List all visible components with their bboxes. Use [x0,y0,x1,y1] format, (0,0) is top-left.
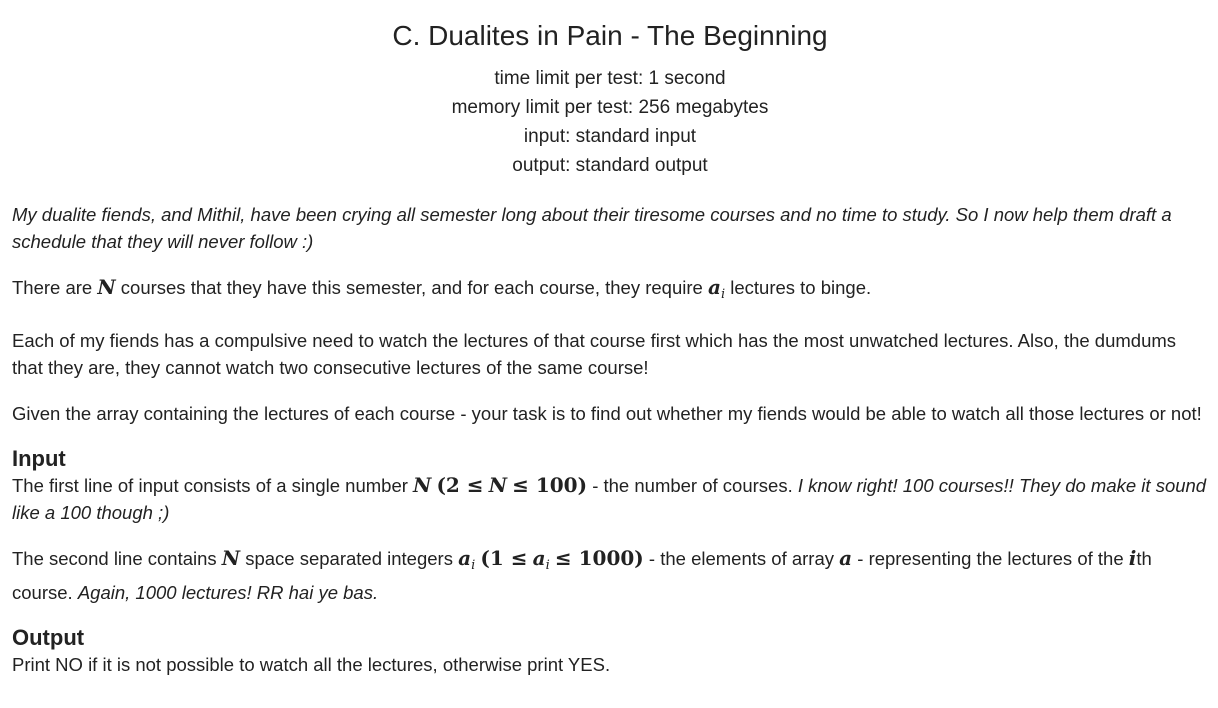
time-limit: time limit per test: 1 second [494,68,726,89]
input-line-1: The first line of input consists of a single number N (2 ≤ N ≤ 100) - the number of courses. I know right! 100 courses!! They do make it sound like a 100 though ;) [12,473,1207,523]
input-line-2: The second line contains N space separated integers $a_i$ $(1 \le a_i \le 1000)$ - the elements of array a - representing the lectures of the ith course. Again, 1000 lectures! RR hai ye bas. [12,546,1152,603]
statement-rules: Each of my fiends has a compulsive need to watch the lectures of that course first which has the most unwatched lectures. Also, the dumdums that they are, they cannot watch two consecutive lectures of the same course! [12,330,1177,378]
statement-task: Given the array containing the lectures of each course - your task is to find out whether my fiends would be able to watch all those lectures or not! [12,403,1202,424]
output-file: output: standard output [512,155,708,176]
input-section-title: Input [12,446,66,471]
problem-limits [12,64,1208,180]
output-section-title: Output [12,625,85,650]
problem-statement [12,201,1208,678]
problem-page [12,0,1208,697]
problem-title: C. Dualites in Pain - The Beginning [392,20,828,51]
statement-courses: There are N courses that they have this semester, and for each course, they require $a_i$ lectures to binge. [12,275,872,302]
statement-intro: My dualite fiends, and Mithil, have been crying all semester long about their tiresome courses and no time to study. So I now help them draft a schedule that they will never follow :) [12,204,1172,252]
output-text: Print NO if it is not possible to watch all the lectures, otherwise print YES. [12,654,611,675]
problem-header [12,0,1208,180]
input-file: input: standard input [523,126,697,147]
memory-limit: memory limit per test: 256 megabytes [451,97,769,118]
